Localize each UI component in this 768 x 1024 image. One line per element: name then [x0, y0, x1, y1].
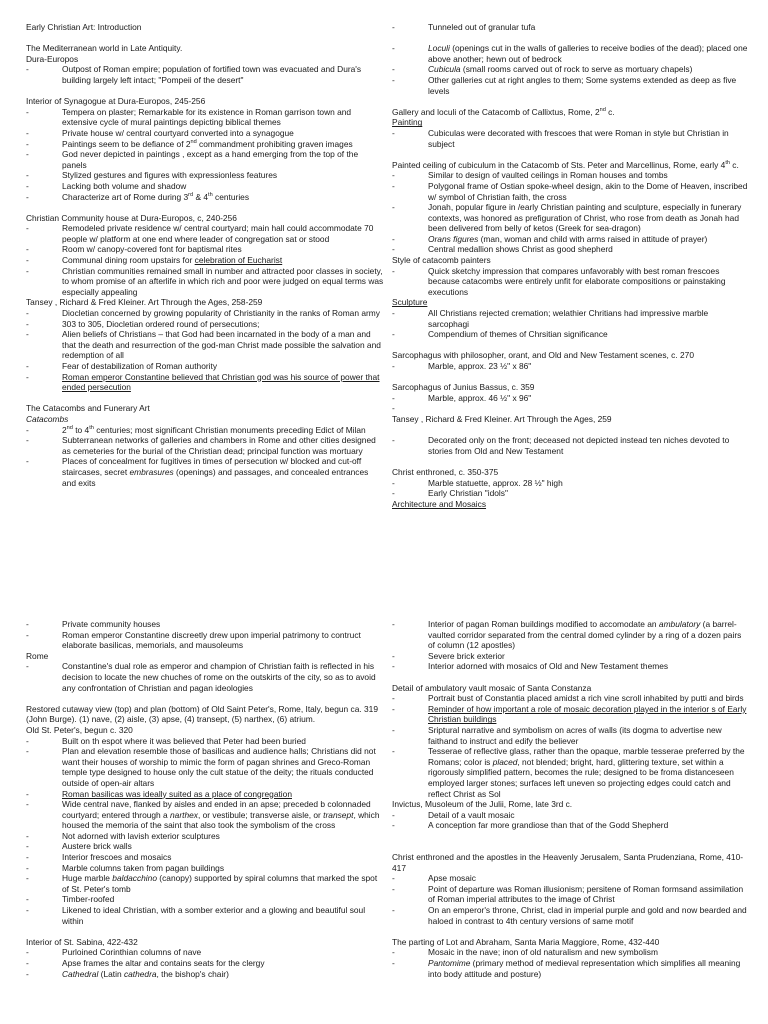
- bullet-item: - Outpost of Roman empire; population of fortified town was evacuated and Dura's building largely left intact; "Pompeii of the desert": [26, 64, 362, 85]
- bullet-item: - Fear of destabilization of Roman authority: [26, 361, 218, 371]
- bullet-item: - Huge marble baldacchino (canopy) supported by spiral columns that marked the spot of St. Peter's tomb: [26, 873, 378, 894]
- bullet-item: - 2nd to 4th centuries; most significant Christian monuments preceding Edict of Milan: [26, 424, 366, 435]
- bullet-item: - Cathedral (Latin cathedra, the bishop's chair): [26, 968, 229, 979]
- bullet-item: - Severe brick exterior: [392, 650, 505, 661]
- bullet-item: - Places of concealment for fugitives in times of persecution w/ blocked and cut-off staircases, secret embrasures (openings) and passages, and concealed entrances and exits: [26, 456, 369, 488]
- bullet-item: - Roman basilicas was ideally suited as a place of congregation: [26, 788, 292, 799]
- bullet-item: - Similar to design of vaulted ceilings in Roman houses and tombs: [392, 170, 668, 181]
- bullet-item: - Marble statuette, approx. 28 ½" high: [392, 477, 563, 488]
- bullet-item: - Portrait bust of Constantia placed amidst a rich vine scroll inhabited by putti and birds: [392, 693, 744, 704]
- bullet-item: - Sriptural narrative and symbolism on acres of walls (its dogma to advertise new faithand to instruct and edify the believer: [392, 724, 722, 746]
- heading-sarcophagus-philosopher: Sarcophagus with philosopher, orant, and Old and New Testament scenes, c. 270: [392, 350, 694, 361]
- bullet-item: - Central medallion shows Christ as good shepherd: [392, 244, 613, 255]
- citation-tansey: Tansey , Richard & Fred Kleiner. Art Through the Ages, 259: [392, 413, 612, 424]
- citation-tansey: Tansey , Richard & Fred Kleiner. Art Through the Ages, 258-259: [26, 297, 263, 308]
- bullet-item: - Mosaic in the nave; inon of old naturalism and new symbolism: [392, 947, 658, 958]
- bullet-item: - Apse mosaic: [392, 873, 476, 884]
- bullet-item: - Austere brick walls: [26, 841, 132, 852]
- subheading-architecture-mosaics: Architecture and Mosaics: [392, 498, 487, 509]
- bullet-item: -: [392, 403, 395, 414]
- column-top-right: [392, 22, 750, 509]
- bullet-item: - 303 to 305, Diocletian ordered round of persecutions;: [26, 318, 260, 329]
- bullet-item: - Room w/ canopy-covered font for baptismal rites: [26, 244, 242, 255]
- bullet-item: - Communal dining room upstairs for celebration of Eucharist: [26, 255, 283, 266]
- heading-lot-abraham: The parting of Lot and Abraham, Santa Maria Maggiore, Rome, 432-440: [392, 936, 660, 947]
- heading-christ-enthroned-apostles: Christ enthroned and the apostles in the Heavenly Jerusalem, Santa Prudenziana, Rome, 410-417: [392, 852, 744, 873]
- document-title: Early Christian Art: Introduction: [26, 22, 142, 32]
- bullet-item: - Characterize art of Rome during 3rd & 4th centuries: [26, 191, 250, 202]
- bullet-item: - Subterranean networks of galleries and chambers in Rome and other cities designed as cemeteries for the burial of the Christian dead; principal function was mortuary: [26, 435, 376, 456]
- heading-rome: Rome: [26, 650, 49, 661]
- heading-christ-enthroned-statuette: Christ enthroned, c. 350-375: [392, 466, 499, 477]
- bullet-item: - Polygonal frame of Ostian spoke-wheel design, akin to the Dome of Heaven, inscribed w/ symbol of Christian faith, the cross: [392, 180, 748, 202]
- bullet-item: - Apse frames the altar and contains seats for the clergy: [26, 958, 265, 968]
- bullet-item: - Compendium of themes of Chrsitian significance: [392, 329, 608, 340]
- bullet-item: - Likened to ideal Christian, with a somber exterior and a glowing and beautiful soul within: [26, 905, 366, 926]
- bullet-item: - Timber-roofed: [26, 894, 115, 905]
- bullet-item: - Private house w/ central courtyard converted into a synagogue: [26, 127, 294, 138]
- bullet-item: - Christian communities remained small in number and attracted poor classes in society, to whom promise of an afterlife in which rich and poor were judged on equal terms was especially appealing: [26, 265, 384, 297]
- bullet-item: - Pantomime (primary method of medieval representation which simplifies all meaning into body attitude and posture): [392, 958, 741, 979]
- bullet-item: - Roman emperor Constantine discreetly drew upon imperial patrimony to contruct elaborate basilicas, memorials, and mausoleums: [26, 629, 361, 651]
- bullet-item: - Tesserae of reflective glass, rather than the opaque, marble tesserae preferred by the Romans; color is placed, not blended; bright, hard, glittering texture, set within a rigorously simplified pattern, becomes the rule; designed to be froma distanceseen employed larger stones; surfaces left uneven so projecting edges could catch and reflect Christ as Sol: [392, 746, 745, 799]
- bullet-item: - Interior frescoes and mosaics: [26, 852, 172, 863]
- column-top-left: [26, 22, 384, 488]
- bullet-item: - God never depicted in paintings , except as a hand emerging from the top of the panels: [26, 149, 359, 170]
- bullet-item: - Decorated only on the front; deceased not depicted instead ten niches devoted to stories from Old and New Testament: [392, 435, 730, 456]
- bullet-item: - Remodeled private residence w/ central courtyard; main hall could accommodate 70 people w/ platform at one end where leader of congregation sat or stood: [26, 223, 374, 244]
- bullet-item: - Point of departure was Roman illusionism; persitene of Roman formsand assimilation of Roman imperial attributes to the image of Christ: [392, 883, 744, 905]
- bullet-item: - Orans figures (man, woman and child with arms raised in attitude of prayer): [392, 233, 708, 244]
- bullet-item: - On an emperor's throne, Christ, clad in imperial purple and gold and now bearded and haloed in contrast to 4th century versions of same motif: [392, 905, 747, 926]
- bullet-item: - Reminder of how important a role of mosaic decoration played in the interior s of Early Christian buildings: [392, 703, 747, 725]
- heading-st-sabina: Interior of St. Sabina, 422-432: [26, 936, 138, 947]
- bullet-item: - Constantine's dual role as emperor and champion of Christian faith is reflected in his decision to locate the new chuches of rome on the outskirts of the city, so as to avoid any confrontation of Christian and pagan ideologies: [26, 661, 376, 693]
- heading-old-st-peters-cutaway: Restored cutaway view (top) and plan (bottom) of Old Saint Peter's, Rome, Italy, begun ca. 319 (John Burge). (1) nave, (2) aisle, (3) apse, (4) transept, (5) narthex, (6) atrium.: [26, 703, 378, 725]
- bullet-item: - Private community houses: [26, 619, 161, 629]
- subheading-catacombs: Catacombs: [26, 413, 69, 424]
- bullet-item: - Marble, approx. 23 ½" x 86": [392, 361, 532, 371]
- bullet-item: - Loculi (openings cut in the walls of galleries to receive bodies of the dead); placed one above another; hewn out of bedrock: [392, 43, 748, 64]
- bullet-item: - Purloined Corinthian columns of nave: [26, 947, 202, 958]
- heading-old-st-peters: Old St. Peter's, begun c. 320: [26, 724, 133, 735]
- bullet-item: - Stylized gestures and figures with expressionless features: [26, 170, 278, 181]
- bullet-item: - Built on th espot where it was believed that Peter had been buried: [26, 735, 306, 746]
- bullet-item: - Detail of a vault mosaic: [392, 809, 515, 820]
- bullet-item: - Paintings seem to be defiance of 2nd commandment prohibiting graven images: [26, 138, 353, 149]
- heading-gallery-loculi: Gallery and loculi of the Catacomb of Callixtus, Rome, 2nd c.: [392, 106, 615, 117]
- bullet-item: - Interior adorned with mosaics of Old and New Testament themes: [392, 661, 669, 672]
- subheading-painting: Painting: [392, 117, 423, 128]
- bullet-item: - Alien beliefs of Christians – that God had been incarnated in the body of a man and that the death and resurrection of the god-man Christ made possible the salvation and redemption of all: [26, 329, 381, 361]
- bullet-item: - Diocletian concerned by growing popularity of Christianity in the ranks of Roman army: [26, 308, 380, 319]
- bullet-item: - Wide central nave, flanked by aisles and ended in an apse; preceded b colonnaded courtyard; entered through a narthex, or vestibule; transverse aisle, or transept, which housed the memoria of the saint that also took the symbolism of the cross: [26, 799, 380, 831]
- bullet-item: - Plan and elevation resemble those of basilicas and audience halls; Christians did not want their houses of worship to mimic the form of pagan shrines and Greco-Roman temple type designed to house only the cult statue of the deity; the rituals conducted outside of open-air altars: [26, 746, 376, 788]
- bullet-item: - Jonah, popular figure in /early Christian painting and sculpture, especially in funerary contexts, was honored as prefiguration of Christ, who rose from death as Jonah had been delivered from belly of ketos (Greek for sea-dragon): [392, 202, 742, 234]
- heading-mediterranean: The Mediterranean world in Late Antiquity.: [26, 43, 183, 54]
- heading-dura-europos: Dura-Europos: [26, 53, 79, 64]
- bullet-item: - Not adorned with lavish exterior sculptures: [26, 830, 220, 841]
- bullet-item: - Marble columns taken from pagan buildings: [26, 862, 225, 873]
- bullet-item: - Tunneled out of granular tufa: [392, 22, 536, 32]
- heading-santa-constanza: Detail of ambulatory vault mosaic of Santa Constanza: [392, 682, 592, 693]
- subheading-sculpture: Sculpture: [392, 297, 428, 308]
- bullet-item: - Other galleries cut at right angles to them; Some systems extended as deep as five levels: [392, 74, 737, 96]
- bullet-item: - Cubicula (small rooms carved out of rock to serve as mortuary chapels): [392, 64, 693, 75]
- column-bottom-left: [26, 619, 384, 979]
- heading-painted-ceiling: Painted ceiling of cubiculum in the Catacomb of Sts. Peter and Marcellinus, Rome, early 4th c.: [392, 159, 739, 170]
- heading-junius-bassus: Sarcophagus of Junius Bassus, c. 359: [392, 382, 535, 393]
- heading-christian-community-house: Christian Community house at Dura-Europos, c, 240-256: [26, 212, 237, 223]
- bullet-item: - Cubiculas were decorated with frescoes that were Roman in style but Christian in subject: [392, 127, 729, 149]
- bullet-item: - Interior of pagan Roman buildings modified to accomodate an ambulatory (a barrel-vaulted corridor separated from the central domed cylinder by a ring of a dozen pairs of column (12 apostles): [392, 619, 742, 651]
- heading-catacombs-funerary-art: The Catacombs and Funerary Art: [26, 403, 150, 414]
- heading-invictus: Invictus, Musoleum of the Julii, Rome, late 3rd c.: [392, 799, 573, 810]
- bullet-item: - A conception far more grandiose than that of the Godd Shepherd: [392, 820, 669, 831]
- heading-synagogue: Interior of Synagogue at Dura-Europos, 245-256: [26, 96, 206, 107]
- bullet-item: - Quick sketchy impression that compares unfavorably with best roman frescoes because catacombs were entirely unfit for elaborate compositions or painstaking executions: [392, 265, 726, 297]
- bullet-item: - Marble, approx. 46 ½" x 96": [392, 392, 532, 403]
- bullet-item: - Lacking both volume and shadow: [26, 180, 187, 191]
- column-bottom-right: [392, 619, 750, 979]
- bullet-item: - Tempera on plaster; Remarkable for its existence in Roman garrison town and extensive cycle of mural paintings depicting biblical themes: [26, 106, 352, 128]
- bullet-item: - Early Christian "idols": [392, 488, 508, 499]
- heading-style: Style of catacomb painters: [392, 255, 491, 266]
- bullet-item: - Roman emperor Constantine believed that Christian god was his source of power that ended persecution: [26, 371, 380, 393]
- bullet-item: - All Christians rejected cremation; welathier Chritians had impressive marble sarcophagi: [392, 308, 709, 329]
